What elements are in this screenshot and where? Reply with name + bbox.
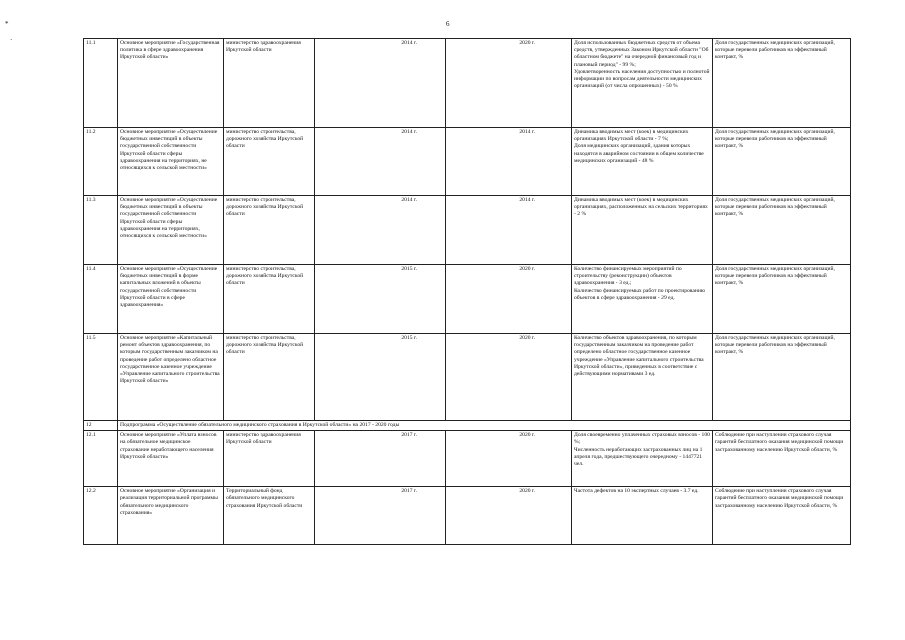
start-year: 2014 г. (315, 196, 446, 265)
end-year: 2020 г. (446, 487, 572, 545)
end-year: 2014 г. (446, 128, 572, 196)
target-indicator: Доля государственных медицинских организаций, которые перевели работников на эффективный контракт, % (713, 334, 851, 421)
subprogram-number: 12 (84, 421, 118, 431)
table-row (84, 128, 851, 196)
executor: Территориальный фонд обязательного медицинского страхования Иркутской области (224, 487, 315, 545)
executor: министерство строительства, дорожного хозяйства Иркутской области (224, 265, 315, 334)
executor: министерство здравоохранения Иркутской области (224, 431, 315, 487)
activity-name: Основное мероприятие «Капитальный ремонт объектов здравоохранения, по которым государственным заказчиком на проведение работ определено областное государственное казенное учреждение «Управление капитального строительства Иркутской области» (118, 334, 224, 421)
margin-mark: * (5, 20, 9, 28)
end-year: 2020 г. (446, 334, 572, 421)
executor: министерство здравоохранения Иркутской области (224, 39, 315, 128)
target-indicator: Доля государственных медицинских организаций, которые перевели работников на эффективный контракт, % (713, 128, 851, 196)
activity-name: Основное мероприятие «Организация и реализация территориальной программы обязательного медицинского страхования» (118, 487, 224, 545)
target-indicator: Соблюдение при наступлении страхового случая гарантий бесплатного оказания медицинской помощи застрахованному населению Иркутской области, % (713, 487, 851, 545)
row-number: 11.2 (84, 128, 118, 196)
start-year: 2014 г. (315, 128, 446, 196)
row-number: 12.2 (84, 487, 118, 545)
row-number: 11.3 (84, 196, 118, 265)
program-activities-table (83, 38, 851, 545)
indicator: Количество финансируемых мероприятий по строительству (реконструкции) объектов здравоохранения - 3 ед.; Количество финансируемых работ по проектированию объектов в сфере здравоохранения - 29 ед. (572, 265, 713, 334)
start-year: 2014 г. (315, 39, 446, 128)
target-indicator: Доля государственных медицинских организаций, которые перевели работников на эффективный контракт, % (713, 196, 851, 265)
table-row (84, 334, 851, 421)
target-indicator: Доля государственных медицинских организаций, которые перевели работников на эффективный контракт, % (713, 265, 851, 334)
activity-name: Основное мероприятие «Осуществление бюджетных инвестиций в объекты государственной собственности Иркутской области сферы здравоохранения на территориях, относящихся к сельской местности» (118, 196, 224, 265)
start-year: 2015 г. (315, 265, 446, 334)
start-year: 2017 г. (315, 487, 446, 545)
indicator: Динамика вводимых мест (коек) в медицинских организациях, расположенных на сельских территориях - 2 % (572, 196, 713, 265)
row-number: 11.5 (84, 334, 118, 421)
indicator: Частота дефектов на 10 экспертных случаев - 3.7 ед. (572, 487, 713, 545)
table-row (84, 39, 851, 128)
target-indicator: Соблюдение при наступлении страхового случая гарантий бесплатного оказания медицинской помощи застрахованному населению Иркутской области, % (713, 431, 851, 487)
subprogram-row (84, 421, 851, 431)
target-indicator: Доля государственных медицинских организаций, которые перевели работников на эффективный контракт, % (713, 39, 851, 128)
table-row (84, 487, 851, 545)
start-year: 2017 г. (315, 431, 446, 487)
executor: министерство строительства, дорожного хозяйства Иркутской области (224, 334, 315, 421)
row-number: 11.4 (84, 265, 118, 334)
activity-name: Основное мероприятие «Уплата взносов на обязательное медицинское страхование неработающего населения Иркутской области» (118, 431, 224, 487)
end-year: 2020 г. (446, 39, 572, 128)
indicator: Количество объектов здравоохранения, по которым государственным заказчиком на проведение работ определено областное государственное казенное учреждение «Управление капитального строительства Иркутской области», приведенных в соответствие с действующими нормативами 3 ед. (572, 334, 713, 421)
table-row (84, 431, 851, 487)
activity-name: Основное мероприятие «Осуществление бюджетных инвестиций в объекты государственной собственности Иркутской области сферы здравоохранения на территориях, не относящихся к сельской местности» (118, 128, 224, 196)
activity-name: Основное мероприятие «Осуществление бюджетных инвестиций в форме капитальных вложений в объекты государственной собственности Иркутской области в сфере здравоохранения» (118, 265, 224, 334)
start-year: 2015 г. (315, 334, 446, 421)
end-year: 2014 г. (446, 196, 572, 265)
executor: министерство строительства, дорожного хозяйства Иркутской области (224, 196, 315, 265)
indicator: Доля использованных бюджетных средств от объема средств, утвержденных Законом Иркутской области "Об областном бюджете" на очередной финансовый год и плановый период" - 99 %; Удовлетворенность населения доступностью и полнотой информации по вопросам деятельности медицинских организаций (от числа опрошенных) - 50 % (572, 39, 713, 128)
table-row (84, 265, 851, 334)
end-year: 2020 г. (446, 431, 572, 487)
table-row (84, 196, 851, 265)
margin-mark: · (10, 36, 13, 44)
executor: министерство строительства, дорожного хозяйства Иркутской области (224, 128, 315, 196)
end-year: 2020 г. (446, 265, 572, 334)
subprogram-title: Подпрограмма «Осуществление обязательного медицинского страхования в Иркутской области» на 2017 - 2020 годы (118, 421, 851, 431)
row-number: 11.1 (84, 39, 118, 128)
indicator: Динамика вводимых мест (коек) в медицинских организациях Иркутской области - 7 %; Доля медицинских организаций, здания которых находятся в аварийном состоянии в общем количестве медицинских организаций - 48 % (572, 128, 713, 196)
page-number: 6 (446, 20, 450, 28)
row-number: 12.1 (84, 431, 118, 487)
indicator: Доля своевременно уплаченных страховых взносов - 100 %; Численность неработающих застрахованных лиц на 1 апреля года, предшествующего очередному - 1447721 чел. (572, 431, 713, 487)
activity-name: Основное мероприятие «Государственная политика в сфере здравоохранения Иркутской области» (118, 39, 224, 128)
